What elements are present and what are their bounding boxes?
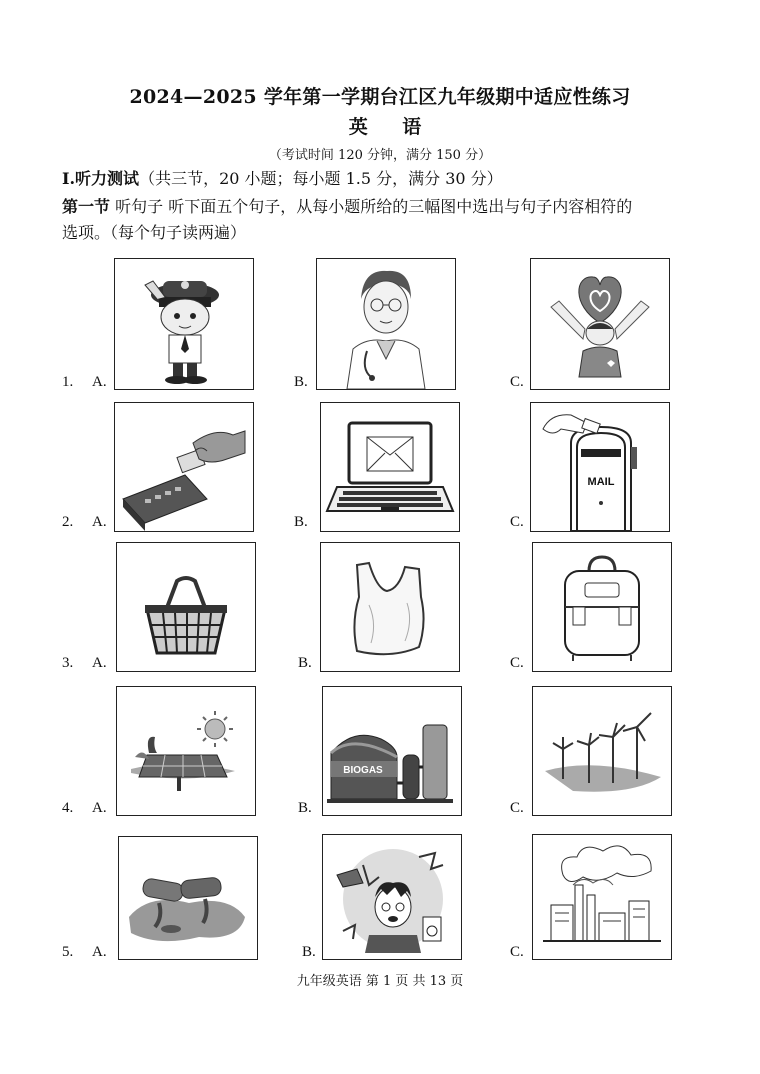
noise-pollution-image [322,834,462,960]
page-footer: 九年级英语 第 1 页 共 13 页 [296,974,464,989]
section-heading: I.听力测试 [62,169,140,188]
instruction-text-1: 听句子 听下面五个句子，从每小题所给的三幅图中选出与句子内容相符的 [110,197,633,216]
part-label: 第一节 [62,197,111,216]
question-number: 5. [62,944,74,960]
instruction-line-2 [62,220,246,246]
mailbox-image [530,402,670,532]
option-label: A. [92,655,107,671]
exam-note: （考试时间 120 分钟，满分 150 分） [268,148,492,163]
solar-panel-image [116,686,256,816]
option-label: A. [92,944,107,960]
option-label: B. [294,514,308,530]
backpack-image [532,542,672,672]
instruction-text-2: 选项。（每个句子读两遍） [62,223,247,242]
biogas-label: BIOGAS [343,765,383,776]
option-label: A. [92,800,107,816]
exam-title: 2024—2025 学年第一学期台江区九年级期中适应性练习 [129,86,631,108]
option-label: B. [294,374,308,390]
option-label: A. [92,514,107,530]
water-pollution-image [118,836,258,960]
option-label: C. [510,800,524,816]
question-number: 2. [62,514,74,530]
question-number: 1. [62,374,74,390]
option-label: B. [298,800,312,816]
section-heading-line [62,166,503,192]
wind-turbine-image [532,686,672,816]
option-label: C. [510,944,524,960]
doctor-image [316,258,456,390]
plastic-bag-image [320,542,460,672]
option-label: B. [298,655,312,671]
biogas-plant-image [322,686,462,816]
option-label: B. [302,944,316,960]
laptop-email-image [320,402,460,532]
volunteer-heart-image [530,258,670,390]
question-number: 4. [62,800,74,816]
section-heading-detail: （共三节，20 小题；每小题 1.5 分，满分 30 分） [139,169,503,188]
option-label: C. [510,374,524,390]
subject-title: 英 语 [348,116,436,138]
instruction-line-1 [62,194,632,220]
card-payment-image [114,402,254,532]
option-label: C. [510,514,524,530]
shopping-basket-image [116,542,256,672]
air-pollution-image [532,834,672,960]
question-number: 3. [62,655,74,671]
police-officer-image [114,258,254,390]
mailbox-label: MAIL [587,476,615,488]
option-label: C. [510,655,524,671]
option-label: A. [92,374,107,390]
